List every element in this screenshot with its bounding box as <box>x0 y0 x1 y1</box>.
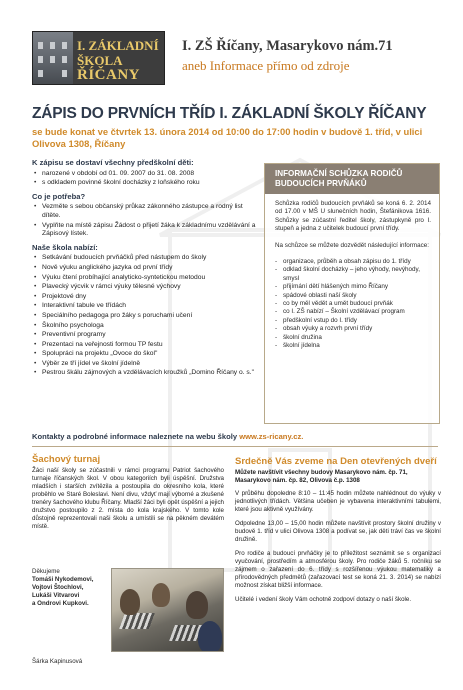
section-heading-who: K zápisu se dostaví všechny předškolní děti: <box>32 158 194 167</box>
chess-tournament-article <box>32 456 224 535</box>
list-item: • Setkávání budoucích prvňáčků před nástupem do školy <box>32 254 260 263</box>
chess-players-photo <box>111 568 224 652</box>
list-item: - školní družina <box>275 334 431 342</box>
enrollment-info <box>32 158 260 379</box>
meeting-paragraph: Na schůzce se můžete dozvědět následující informace: <box>275 241 430 249</box>
open-day-paragraph: Učitelé i vedení školy Vám ochotně zodpoví dotazy o naší škole. <box>235 596 412 603</box>
list-item: • Spolupráci na projektu „Ovoce do škol" <box>32 350 260 359</box>
section-heading-offer: Naše škola nabízí: <box>32 242 98 252</box>
header-title: I. ZŠ Říčany, Masarykovo nám.71 <box>182 38 393 54</box>
school-website-link[interactable]: www.zs-ricany.cz. <box>239 432 304 441</box>
open-day-title: Srdečně Vás zveme na Den otevřených dveří <box>235 456 437 467</box>
who-list <box>32 170 260 188</box>
logo-line-2: ŠKOLA <box>77 53 123 68</box>
chess-paragraph: Žáci naší školy se zúčastnili v rámci programu Patriot šachového turnaje říčanských škol. V obou kategoriích byli úspěšní. Družstva mladších i starších zvítězila a postoupila do okresního kola, které proběhlo ve Staré Boleslavi. Není divu, vždyť mají výborné a zkušené trenéry šachového klubu Říčany. Mladší žáci byli opět úspěšní a jejich družstvo postoupilo z 2. místa do kola krajského. V tomto kole důstojně reprezentovali naši školu a umístili se na pěkném devátém místě. <box>32 467 224 530</box>
list-item: • narozené v období od 01. 09. 2007 do 31. 08. 2008 <box>32 170 260 179</box>
open-day-paragraph: V průběhu dopoledne 8:10 – 11:45 hodin můžete nahlédnout do výuky v jednotlivých třídách. Většina učeben je vybavena interaktivními tabulemi, které jsou aktivně využívány. <box>235 490 441 513</box>
header <box>0 0 463 92</box>
open-day-paragraph: Pro rodiče a budoucí prvňáčky je to příležitost seznámit se s organizací vyučování, prostředím a atmosférou školy. Pro rodiče žáků 5. ročníku se zájmem o zařazení do 6. třídy s rozšířenou výukou matematiky a přírodovědných předmětů (zařazovací test se koná 21. 3. 2014) se nabízí možnost získat bližší informace. <box>235 550 441 589</box>
list-item: - odklad školní docházky – jeho výhody, nevýhody, smysl <box>275 266 431 283</box>
thanks-name: Vojtovi Štochlovi, <box>32 584 84 591</box>
list-item: - co I. ZŠ nabízí – Školní vzdělávací program <box>275 308 431 316</box>
list-item: • Projektové dny <box>32 293 260 302</box>
logo-line-3: ŘÍČANY <box>77 67 140 83</box>
list-item: - školní jídelna <box>275 342 431 350</box>
page-title: ZÁPIS DO PRVNÍCH TŘÍD I. ZÁKLADNÍ ŠKOLY ŘÍČANY <box>32 105 427 122</box>
parents-meeting-body <box>265 194 439 351</box>
building-icon <box>33 32 73 85</box>
school-logo <box>32 31 165 85</box>
open-day-paragraph: Odpoledne 13,00 – 15,00 hodin můžete navštívit prostory školní družiny v budově 1. tříd v ulici Olivova 1308 a podívat se, jak děti tráví čas ve školní družině. <box>235 520 441 543</box>
chess-signature: Šárka Kapinusová <box>32 658 83 665</box>
list-item: - organizace, průběh a obsah zápisu do 1. třídy <box>275 258 431 266</box>
list-item: • Výuku čtení probíhající analyticko-syntetickou metodou <box>32 274 260 283</box>
list-item: • s odkladem povinné školní docházky z loňského roku <box>32 179 260 188</box>
meeting-topics-list <box>275 258 431 350</box>
list-item: • Nově výuku anglického jazyka od první třídy <box>32 264 260 273</box>
list-item: - přijímání dětí hlášených mimo Říčany <box>275 283 431 291</box>
list-item: • Interaktivní tabule ve třídách <box>32 302 260 311</box>
logo-line-1: I. ZÁKLADNÍ <box>77 38 159 53</box>
section-heading-needed: Co je potřeba? <box>32 191 86 201</box>
header-subtitle: aneb Informace přímo od zdroje <box>182 58 350 73</box>
list-item: - obsah výuky a rozvrh první třídy <box>275 325 431 333</box>
thanks-name: a Ondrovi Kupkovi. <box>32 600 89 607</box>
parents-meeting-box <box>264 163 440 424</box>
thanks-name: Lukáši Vitvarovi <box>32 592 80 599</box>
list-item: • Školního psychologa <box>32 322 260 331</box>
list-item: • Plavecký výcvik v rámci výuky tělesné výchovy <box>32 283 260 292</box>
contact-text: Kontakty a podrobné informace naleznete na webu školy <box>32 432 238 441</box>
list-item: - co by měl vědět a umět budoucí prvňák <box>275 300 431 308</box>
list-item: • Prezentaci na veřejnosti formou TP festu <box>32 341 260 350</box>
open-day-intro: Můžete navštívit všechny budovy Masarykovo nám. čp. 71, Masarykovo nám. čp. 82, Olivova č.p. 1308 <box>235 469 408 484</box>
list-item: - předškolní vstup do I. třídy <box>275 317 431 325</box>
chess-thanks <box>32 568 106 608</box>
chess-title: Šachový turnaj <box>32 454 101 465</box>
divider <box>32 446 438 447</box>
meeting-paragraph: Schůzka rodičů budoucích prvňáků se koná 6. 2. 2014 od 17.00 v MŠ U slunečních hodin, Štefánikova 1616. Schůzky se zúčastní ředitel školy, zástupkyně pro I. stupeň a jedna z učitelek budoucí první třídy. <box>275 200 431 233</box>
list-item: • Pestrou škálu zájmových a vzdělávacích kroužků „Domino Říčany o. s." <box>32 369 260 378</box>
list-item: - spádové oblasti naší školy <box>275 292 431 300</box>
list-item: • Výběr ze tří jídel ve školní jídelně <box>32 360 260 369</box>
offer-list <box>32 254 260 378</box>
thanks-label: Děkujeme <box>32 568 60 575</box>
needed-list <box>32 203 260 238</box>
list-item: • Vyplňte na místě zápisu Žádost o přijetí žáka k základnímu vzdělávání a Zápisový lístek. <box>32 222 260 239</box>
list-item: • Preventivní programy <box>32 331 260 340</box>
list-item: • Vezměte s sebou občanský průkaz zákonného zástupce a rodný list dítěte. <box>32 203 260 220</box>
page-subtitle: se bude konat ve čtvrtek 13. února 2014 od 10:00 do 17:00 hodin v budově 1. tříd, v ulici Olivova 1308, Říčany <box>32 126 423 149</box>
logo-text <box>77 38 165 83</box>
contact-line <box>32 432 303 441</box>
list-item: • Speciálního pedagoga pro žáky s poruchami učení <box>32 312 260 321</box>
thanks-name: Tomáši Nykodemovi, <box>32 576 94 583</box>
parents-meeting-heading: INFORMAČNÍ SCHŮZKA RODIČŮ BUDOUCÍCH PRVŇÁKŮ <box>265 164 439 194</box>
open-day-article <box>235 456 441 610</box>
